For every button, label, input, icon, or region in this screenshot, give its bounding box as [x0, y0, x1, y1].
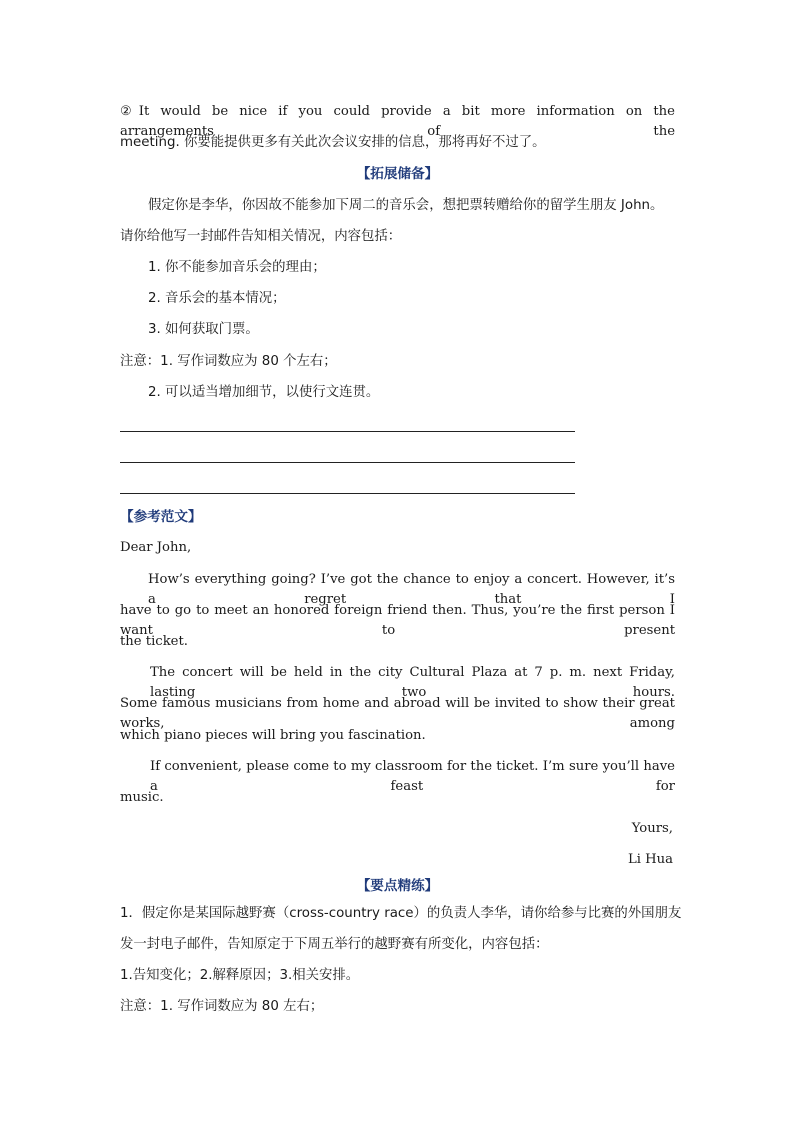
expansion-note-1: 注意：1. 写作词数应为 80 个左右； — [120, 354, 337, 369]
expansion-item-3: 3. 如何获取门票。 — [148, 322, 259, 337]
expansion-prompt-line-1: 假定你是李华，你因故不能参加下周二的音乐会，想把票转赠给你的留学生朋友 John。 — [148, 198, 664, 213]
sample-signature: Li Hua — [627, 852, 673, 867]
practice-q1-line-3: 1.告知变化；2.解释原因；3.相关安排。 — [120, 968, 360, 983]
sample-p3-line-1: If convenient, please come to my classroom for the ticket. I’m sure you’ll have a feast for — [150, 759, 675, 794]
sample-greeting: Dear John, — [120, 540, 192, 555]
answer-line-2 — [120, 462, 575, 463]
intro-line-1: ②It would be nice if you could provide a bit more information on the arrangements of the — [120, 104, 675, 139]
practice-q1-line-1: 1．假定你是某国际越野赛（cross-country race）的负责人李华，请你给参与比赛的外国朋友 — [120, 906, 682, 921]
sample-p1-line-1: How’s everything going? I’ve got the chance to enjoy a concert. However, it’s a regret that I — [148, 572, 675, 607]
practice-q1-line-4: 注意：1. 写作词数应为 80 左右； — [120, 999, 324, 1014]
expansion-note-2: 2. 可以适当增加细节，以使行文连贯。 — [148, 385, 380, 400]
sample-p2-line-3: which piano pieces will bring you fascination. — [120, 728, 426, 743]
intro-line-2: meeting. 你要能提供更多有关此次会议安排的信息，那将再好不过了。 — [120, 135, 546, 150]
expansion-item-1: 1. 你不能参加音乐会的理由； — [148, 260, 326, 275]
expansion-item-2: 2. 音乐会的基本情况； — [148, 291, 286, 306]
expansion-heading: 【拓展储备】 — [356, 166, 439, 182]
expansion-prompt-line-2: 请你给他写一封邮件告知相关情况，内容包括： — [120, 229, 402, 244]
sample-closing: Yours, — [631, 821, 673, 836]
sample-p2-line-2: Some famous musicians from home and abroad will be invited to show their great works, among — [120, 696, 675, 731]
sample-p2-line-1: The concert will be held in the city Cultural Plaza at 7 p. m. next Friday, lasting two hours. — [150, 665, 675, 700]
sample-p1-line-3: the ticket. — [120, 634, 188, 649]
answer-line-1 — [120, 431, 575, 432]
sample-p1-line-2: have to go to meet an honored foreign friend then. Thus, you’re the first person I want to present — [120, 603, 675, 638]
sample-p3-line-2: music. — [120, 790, 164, 805]
practice-q1-line-2: 发一封电子邮件，告知原定于下周五举行的越野赛有所变化，内容包括： — [120, 937, 549, 952]
answer-line-3 — [120, 493, 575, 494]
sample-heading: 【参考范文】 — [120, 509, 202, 525]
practice-heading: 【要点精练】 — [356, 878, 439, 894]
